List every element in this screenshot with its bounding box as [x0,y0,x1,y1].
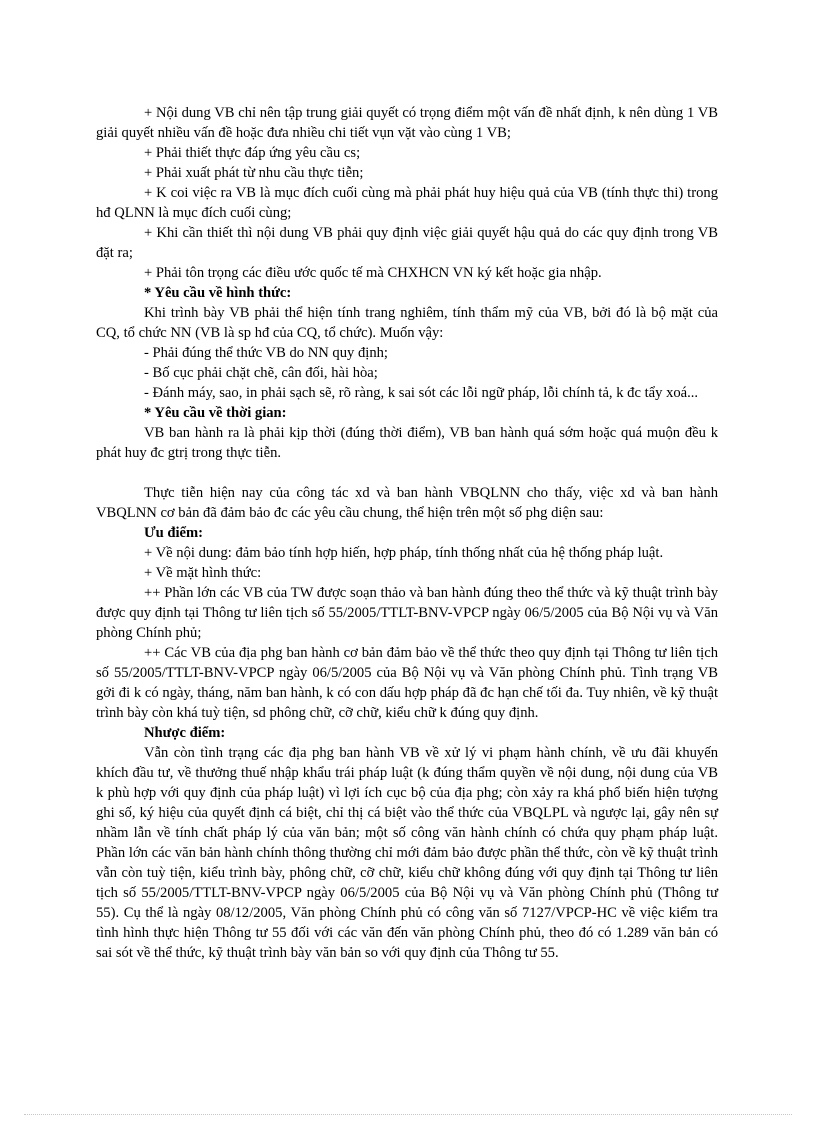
paragraph: + Khi cần thiết thì nội dung VB phải quy định việc giải quyết hậu quả do các quy định trong VB đặt ra; [96,225,718,261]
paragraph: + Về mặt hình thức: [144,565,262,581]
section-heading: Ưu điểm: [144,525,204,541]
document-body [96,103,718,963]
paragraph: + Nội dung VB chỉ nên tập trung giải quyết có trọng điểm một vấn đề nhất định, k nên dùng 1 VB giải quyết nhiều vấn đề hoặc đưa nhiều chi tiết vụn vặt vào cùng 1 VB; [96,105,718,141]
paragraph: ++ Phần lớn các VB của TW được soạn thảo và ban hành đúng theo thể thức và kỹ thuật trình bày được quy định tại Thông tư liên tịch số 55/2005/TTLT-BNV-VPCP ngày 06/5/2005 của Bộ Nội vụ và Văn phòng Chính phủ; [96,585,718,641]
paragraph: + Về nội dung: đảm bảo tính hợp hiến, hợp pháp, tính thống nhất của hệ thống pháp luật. [144,545,664,561]
paragraph: + Phải tôn trọng các điều ước quốc tế mà CHXHCN VN ký kết hoặc gia nhập. [144,265,602,281]
paragraph: - Bố cục phải chặt chẽ, cân đối, hài hòa; [144,365,378,381]
paragraph: + Phải xuất phát từ nhu cầu thực tiễn; [144,165,364,181]
blank-line [96,463,718,483]
paragraph: + Phải thiết thực đáp ứng yêu cầu cs; [144,145,361,161]
section-heading: * Yêu cầu về hình thức: [144,285,292,301]
paragraph: Thực tiễn hiện nay của công tác xd và ban hành VBQLNN cho thấy, việc xd và ban hành VBQLNN cơ bản đã đảm bảo đc các yêu cầu chung, thể hiện trên một số phg diện sau: [96,485,718,521]
paragraph: + K coi việc ra VB là mục đích cuối cùng mà phải phát huy hiệu quả của VB (tính thực thi) trong hđ QLNN là mục đích cuối cùng; [96,185,718,221]
paragraph: VB ban hành ra là phải kịp thời (đúng thời điểm), VB ban hành quá sớm hoặc quá muộn đều k phát huy đc gtrị trong thực tiễn. [96,425,718,461]
section-heading: Nhược điểm: [144,725,226,741]
paragraph: Khi trình bày VB phải thể hiện tính trang nghiêm, tính thẩm mỹ của VB, bởi đó là bộ mặt của CQ, tổ chức NN (VB là sp hđ của CQ, tổ chức). Muốn vậy: [96,305,718,341]
paragraph: - Phải đúng thể thức VB do NN quy định; [144,345,388,361]
paragraph: - Đánh máy, sao, in phải sạch sẽ, rõ ràng, k sai sót các lỗi ngữ pháp, lỗi chính tả, k đc tẩy xoá... [144,385,699,401]
section-heading: * Yêu cầu về thời gian: [144,405,287,421]
page-bottom-border [24,1114,792,1115]
paragraph: Vẫn còn tình trạng các địa phg ban hành VB về xử lý vi phạm hành chính, về ưu đãi khuyến khích đầu tư, về thưởng thuế nhập khẩu trái pháp luật (k đúng thẩm quyền về nội dung, nội dung của VB k phù hợp với quy định của pháp luật) vì lợi ích cục bộ của địa phg; còn xảy ra khá phổ biến hiện tượng ghi số, ký hiệu của quyết định cá biệt, chỉ thị cá biệt vào thể thức của VBQLPL và ngược lại, gây nên sự nhầm lẫn về tính chất pháp lý của văn bản; một số công văn hành chính có chứa quy phạm pháp luật. Phần lớn các văn bản hành chính thông thường chỉ mới đảm bảo được phần thể thức, còn về kỹ thuật trình vẫn còn tuỳ tiện, kiểu trình bày, phông chữ, cỡ chữ, kiểu chữ không đúng với quy định tại Thông tư liên tịch số 55/2005/TTLT-BNV-VPCP ngày 06/5/2005 của Bộ Nội vụ và Văn phòng Chính phủ (Thông tư 55). Cụ thể là ngày 08/12/2005, Văn phòng Chính phủ có công văn số 7127/VPCP-HC về việc kiểm tra tình hình thực hiện Thông tư 55 đối với các văn đến văn phòng Chính phủ, theo đó có 1.289 văn bản có sai sót về thể thức, kỹ thuật trình bày văn bản so với quy định của Thông tư 55. [96,745,718,961]
paragraph: ++ Các VB của địa phg ban hành cơ bản đảm bảo về thể thức theo quy định tại Thông tư liên tịch số 55/2005/TTLT-BNV-VPCP ngày 06/5/2005 của Bộ Nội vụ và Văn phòng Chính phủ. Tình trạng VB gởi đi k có ngày, tháng, năm ban hành, k có con dấu hợp pháp đã đc hạn chế tối đa. Tuy nhiên, về kỹ thuật trình bày còn khá tuỳ tiện, sd phông chữ, cỡ chữ, kiểu chữ k đúng quy định. [96,645,718,721]
